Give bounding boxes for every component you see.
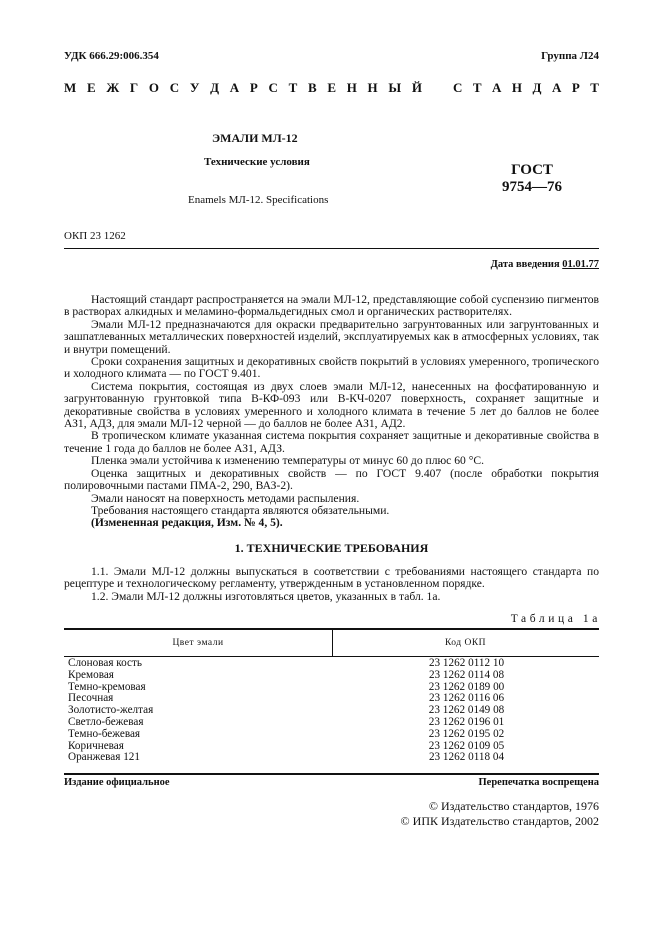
okp-cell: 23 1262 0196 01 (428, 715, 505, 728)
table-row (68, 729, 599, 741)
banner-letter: Н (367, 80, 378, 95)
banner-word-interstate (64, 80, 422, 96)
standard-banner (64, 80, 599, 96)
okp-cell: 23 1262 0189 00 (428, 680, 505, 693)
section-text (64, 566, 599, 603)
intro-date-label: Дата введения (490, 259, 563, 270)
banner-letter: А (551, 80, 562, 95)
banner-letter: М (64, 80, 77, 95)
okp-cell: 23 1262 0109 05 (428, 739, 505, 752)
color-cell: Коричневая (68, 739, 124, 752)
banner-letter: Г (129, 80, 139, 95)
banner-letter: Т (472, 80, 482, 95)
color-cell: Песочная (68, 692, 114, 705)
clause-1-1: 1.1. Эмали МЛ-12 должны выпускаться в соответствии с требованиями настоящего стандарта по рецептуре и технологическому регламенту, утвержденным в установленном порядке. (64, 565, 599, 591)
official-edition: Издание официальное (64, 777, 170, 788)
banner-letter: В (307, 80, 317, 95)
color-cell: Светло-бежевая (68, 715, 144, 728)
banner-letter: Т (288, 80, 298, 95)
color-cell: Оранжевая 121 (68, 751, 140, 764)
table-row (68, 705, 599, 717)
okp-cell: 23 1262 0116 06 (428, 692, 505, 705)
footer-rule (64, 773, 599, 775)
banner-letter: У (189, 80, 200, 95)
banner-letter: Н (346, 80, 357, 95)
color-cell: Слоновая кость (68, 657, 142, 669)
table-row (68, 658, 599, 670)
okp-cell: 23 1262 0112 10 (428, 657, 505, 669)
table-row (68, 752, 599, 764)
color-cell: Золотисто-желтая (68, 704, 154, 717)
intro-date-value: 01.01.77 (562, 259, 599, 270)
banner-letter: Ы (388, 80, 402, 95)
banner-letter: С (169, 80, 180, 95)
banner-letter: Р (571, 80, 580, 95)
section-heading: 1. ТЕХНИЧЕСКИЕ ТРЕБОВАНИЯ (234, 541, 429, 555)
title-divider (64, 248, 599, 249)
gost-number: 9754—76 (502, 179, 562, 195)
table-row (68, 670, 599, 682)
banner-letter: А (492, 80, 502, 95)
intro-date (491, 259, 599, 270)
banner-letter: О (148, 80, 160, 95)
okp-cell: 23 1262 0118 04 (428, 751, 505, 764)
intro-paragraph: В тропическом климате указанная система покрытия сохраняет защитные и декоративные свойства в течение 1 года до баллов не более АЗ1, АДЗ. (64, 429, 599, 455)
english-title: Enamels МЛ-12. Specifications (188, 194, 329, 206)
banner-letter: Д (532, 80, 542, 95)
color-cell: Кремовая (68, 668, 114, 681)
intro-text (64, 294, 599, 530)
intro-paragraph: Эмали наносят на поверхность методами распыления. (91, 491, 360, 505)
banner-letter: Й (411, 80, 422, 95)
intro-paragraph: Эмали МЛ-12 предназначаются для окраски предварительно загрунтованных или загрунтованных и зашпатлеванных металлических поверхностей изделий, эксплуатируемых как в атмосферных условиях, так и внутри помещений. (64, 317, 599, 356)
okp-cell: 23 1262 0114 08 (428, 668, 505, 681)
banner-letter: Т (590, 80, 599, 95)
banner-letter: Е (86, 80, 96, 95)
document-title: ЭМАЛИ МЛ-12 (212, 131, 298, 145)
group-code: Группа Л24 (541, 50, 599, 62)
banner-letter: Р (249, 80, 258, 95)
banner-letter: С (453, 80, 463, 95)
intro-paragraph: Система покрытия, состоящая из двух слоев эмали МЛ-12, нанесенных на фосфатированную и загрунтованную грунтовкой типа В-КФ-093 или В-КЧ-0207 поверхность, сохраняет защитные и декоративные свойства в условиях умеренного и холодного климата в течение 5 лет до баллов не более АЗ1, АДЗ, для эмали МЛ-12 черной — до баллов не более АЗ1, АД2. (64, 379, 599, 431)
udk-code: УДК 666.29:006.354 (64, 50, 159, 62)
copyright-2002: © ИПК Издательство стандартов, 2002 (400, 814, 599, 828)
okp-cell: 23 1262 0195 02 (428, 727, 505, 740)
copyright-block (401, 799, 599, 829)
column-header-okp: Код ОКП (444, 638, 487, 648)
copyright-1976: © Издательство стандартов, 1976 (428, 799, 599, 813)
intro-paragraph: Требования настоящего стандарта являются обязательными. (91, 503, 390, 517)
table-row (68, 682, 599, 694)
clause-1-2: 1.2. Эмали МЛ-12 должны изготовляться цветов, указанных в табл. 1а. (91, 589, 441, 603)
banner-letter: Д (210, 80, 220, 95)
intro-paragraph: Пленка эмали устойчива к изменению температуры от минус 60 до плюс 60 °С. (91, 454, 484, 468)
banner-word-standard (453, 80, 599, 96)
gost-label: ГОСТ (511, 162, 553, 178)
column-header-color: Цвет эмали (172, 638, 224, 648)
reprint-notice: Перепечатка воспрещена (478, 777, 599, 788)
okp-cell: 23 1262 0149 08 (428, 704, 505, 717)
table-row (68, 717, 599, 729)
banner-letter: Н (511, 80, 523, 95)
banner-letter: Е (327, 80, 336, 95)
intro-paragraph: Оценка защитных и декоративных свойств — по ГОСТ 9.407 (после обработки покрытия полировочными пастами ПМА-2, 290, ВАЗ-2). (64, 466, 599, 493)
intro-paragraph: Сроки сохранения защитных и декоративных свойств покрытий в условиях умеренного, тропического и холодного климата — по ГОСТ 9.401. (64, 355, 599, 381)
table-caption: Таблица 1а (510, 613, 601, 625)
table-header-rule (64, 656, 599, 657)
intro-paragraph: Настоящий стандарт распространяется на эмали МЛ-12, представляющие собой суспензию пигментов в растворах алкидных и меламино-формальдегидных смол и органических растворителях. (64, 293, 599, 319)
banner-letter: Ж (106, 80, 120, 95)
gost-designation (497, 162, 567, 196)
okp-code: ОКП 23 1262 (64, 230, 126, 242)
banner-letter: А (229, 80, 240, 95)
document-subtitle: Технические условия (204, 156, 310, 168)
banner-letter: С (268, 80, 278, 95)
amendment-note: (Измененная редакция, Изм. № 4, 5). (91, 516, 283, 530)
color-cell: Темно-бежевая (68, 727, 141, 740)
color-cell: Темно-кремовая (68, 680, 146, 693)
table-body (68, 658, 599, 764)
table-row (68, 741, 599, 753)
